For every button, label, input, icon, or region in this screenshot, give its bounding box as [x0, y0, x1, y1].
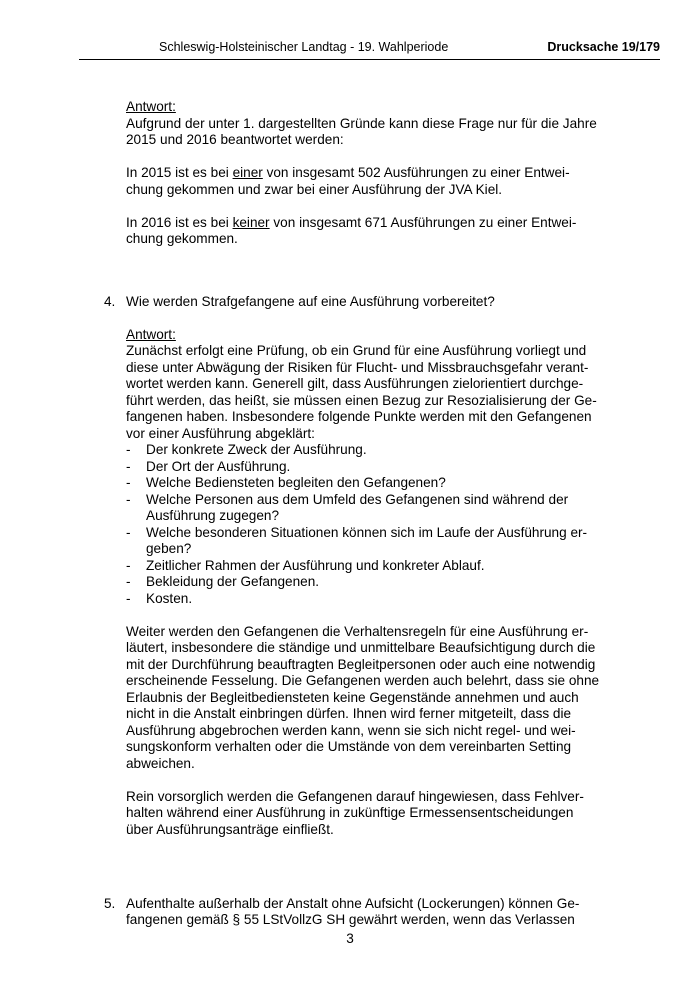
answer-paragraph-1 [126, 343, 621, 442]
text-line: nicht in die Anstalt einbringen dürfen. Ihnen wird ferner mitgeteilt, dass die [126, 706, 572, 721]
list-dash: - [126, 442, 131, 457]
list-dash: - [126, 590, 131, 606]
text-line: erscheinende Fesselung. Die Gefangenen werden auch belehrt, dass sie ohne [126, 673, 600, 688]
list-item-text: Welche besonderen Situationen können sich im Laufe der Ausführung er- [146, 524, 588, 540]
list-dash: - [126, 557, 131, 573]
header-divider [79, 59, 660, 60]
answer-block-previous [126, 99, 621, 248]
list-item [126, 475, 621, 492]
question-5 [104, 895, 621, 929]
list-item-text: Der Ort der Ausführung. [146, 458, 291, 474]
list-item [126, 442, 621, 459]
list-item [126, 492, 621, 525]
list-item-text: Welche Personen aus dem Umfeld des Gefangenen sind während der [146, 491, 569, 507]
list-dash: - [126, 491, 131, 507]
list-item-text: Kosten. [146, 590, 193, 606]
text-line: 2015 und 2016 beantwortet werden: [126, 132, 344, 147]
list-item-text: geben? [146, 541, 192, 556]
list-item [126, 591, 621, 608]
antwort-label: Antwort: [126, 326, 176, 342]
emphasis-einer: einer [232, 165, 263, 180]
text-line: chung gekommen. [126, 231, 238, 246]
document-body [104, 99, 621, 929]
drucksache-number: Drucksache 19/179 [547, 40, 660, 54]
text-line: über Ausführungsanträge einfließt. [126, 821, 334, 837]
text-line: vor einer Ausführung abgeklärt: [126, 425, 315, 441]
answer-paragraph-3 [126, 789, 621, 839]
text-line: fangenen haben. Insbesondere folgende Punkte werden mit den Gefangenen [126, 409, 592, 424]
paragraph-2015: In 2015 ist es bei einer von insgesamt 502 Ausführungen zu einer Entwei- [126, 165, 570, 180]
text-line: halten während einer Ausführung in zukünftige Ermessensentscheidungen [126, 805, 574, 820]
text-line: Ausführung abgebrochen werden kann, wenn sie sich nicht regel- und wei- [126, 722, 576, 738]
list-item-text: Welche Bediensteten begleiten den Gefangenen? [146, 475, 446, 490]
list-item-text: Bekleidung der Gefangenen. [146, 574, 320, 589]
list-item [126, 574, 621, 591]
text-line: Aufgrund der unter 1. dargestellten Gründe kann diese Frage nur für die Jahre [126, 115, 597, 131]
text-line: läutert, insbesondere die ständige und unmittelbare Beaufsichtigung durch die [126, 640, 596, 655]
page-number: 3 [346, 931, 354, 946]
list-item-text: Zeitlicher Rahmen der Ausführung und konkreter Ablauf. [146, 557, 485, 573]
list-item [126, 558, 621, 575]
list-item [126, 459, 621, 476]
text-line: fangenen gemäß § 55 LStVollzG SH gewährt werden, wenn das Verlassen [126, 912, 575, 927]
text-line: Weiter werden den Gefangenen die Verhaltensregeln für eine Ausführung er- [126, 623, 589, 639]
question-4-text: 4. Wie werden Strafgefangene auf eine Ausführung vorbereitet? [104, 293, 495, 309]
list-dash: - [126, 458, 131, 474]
emphasis-keiner: keiner [232, 214, 270, 230]
answer-paragraph-2 [126, 624, 621, 773]
list-item-text: Ausführung zugegen? [146, 508, 280, 523]
text-line: wortet werden kann. Generell gilt, dass Ausführungen zielorientiert durchge- [126, 376, 584, 391]
text-line: diese unter Abwägung der Risiken für Flucht- und Missbrauchsgefahr verant- [126, 359, 589, 375]
question-number: 4. [104, 293, 116, 309]
text-line: mit der Durchführung beauftragten Begleitpersonen oder auch eine notwendig [126, 656, 596, 672]
antwort-label: Antwort: [126, 99, 176, 114]
text-line: führt werden, das heißt, sie müssen einen Bezug zur Resozialisierung der Ge- [126, 392, 597, 408]
list-item-text: Der konkrete Zweck der Ausführung. [146, 442, 367, 457]
question-4 [104, 293, 621, 839]
text-line: Rein vorsorglich werden die Gefangenen darauf hingewiesen, dass Fehlver- [126, 788, 584, 804]
text-line: Aufenthalte außerhalb der Anstalt ohne Aufsicht (Lockerungen) können Ge- [126, 895, 580, 911]
list-dash: - [126, 475, 131, 490]
header-title: Schleswig-Holsteinischer Landtag - 19. Wahlperiode [159, 40, 449, 54]
list-dash: - [126, 524, 131, 540]
list-item [126, 525, 621, 558]
text-line: Erlaubnis der Begleitbediensteten keine Gegenstände annehmen und auch [126, 689, 579, 705]
text-line: sungskonform verhalten oder die Umstände von dem vereinbarten Setting [126, 739, 572, 754]
text-line: abweichen. [126, 755, 195, 771]
page-header [79, 38, 660, 58]
list-dash: - [126, 574, 131, 589]
checklist [126, 442, 621, 607]
question-5-text [104, 895, 621, 929]
question-number: 5. [104, 895, 116, 911]
text-line: Zunächst erfolgt eine Prüfung, ob ein Grund für eine Ausführung vorliegt und [126, 343, 587, 358]
text-line: chung gekommen und zwar bei einer Ausführung der JVA Kiel. [126, 181, 503, 197]
paragraph-2016: In 2016 ist es bei keiner von insgesamt 671 Ausführungen zu einer Entwei- [126, 214, 577, 230]
